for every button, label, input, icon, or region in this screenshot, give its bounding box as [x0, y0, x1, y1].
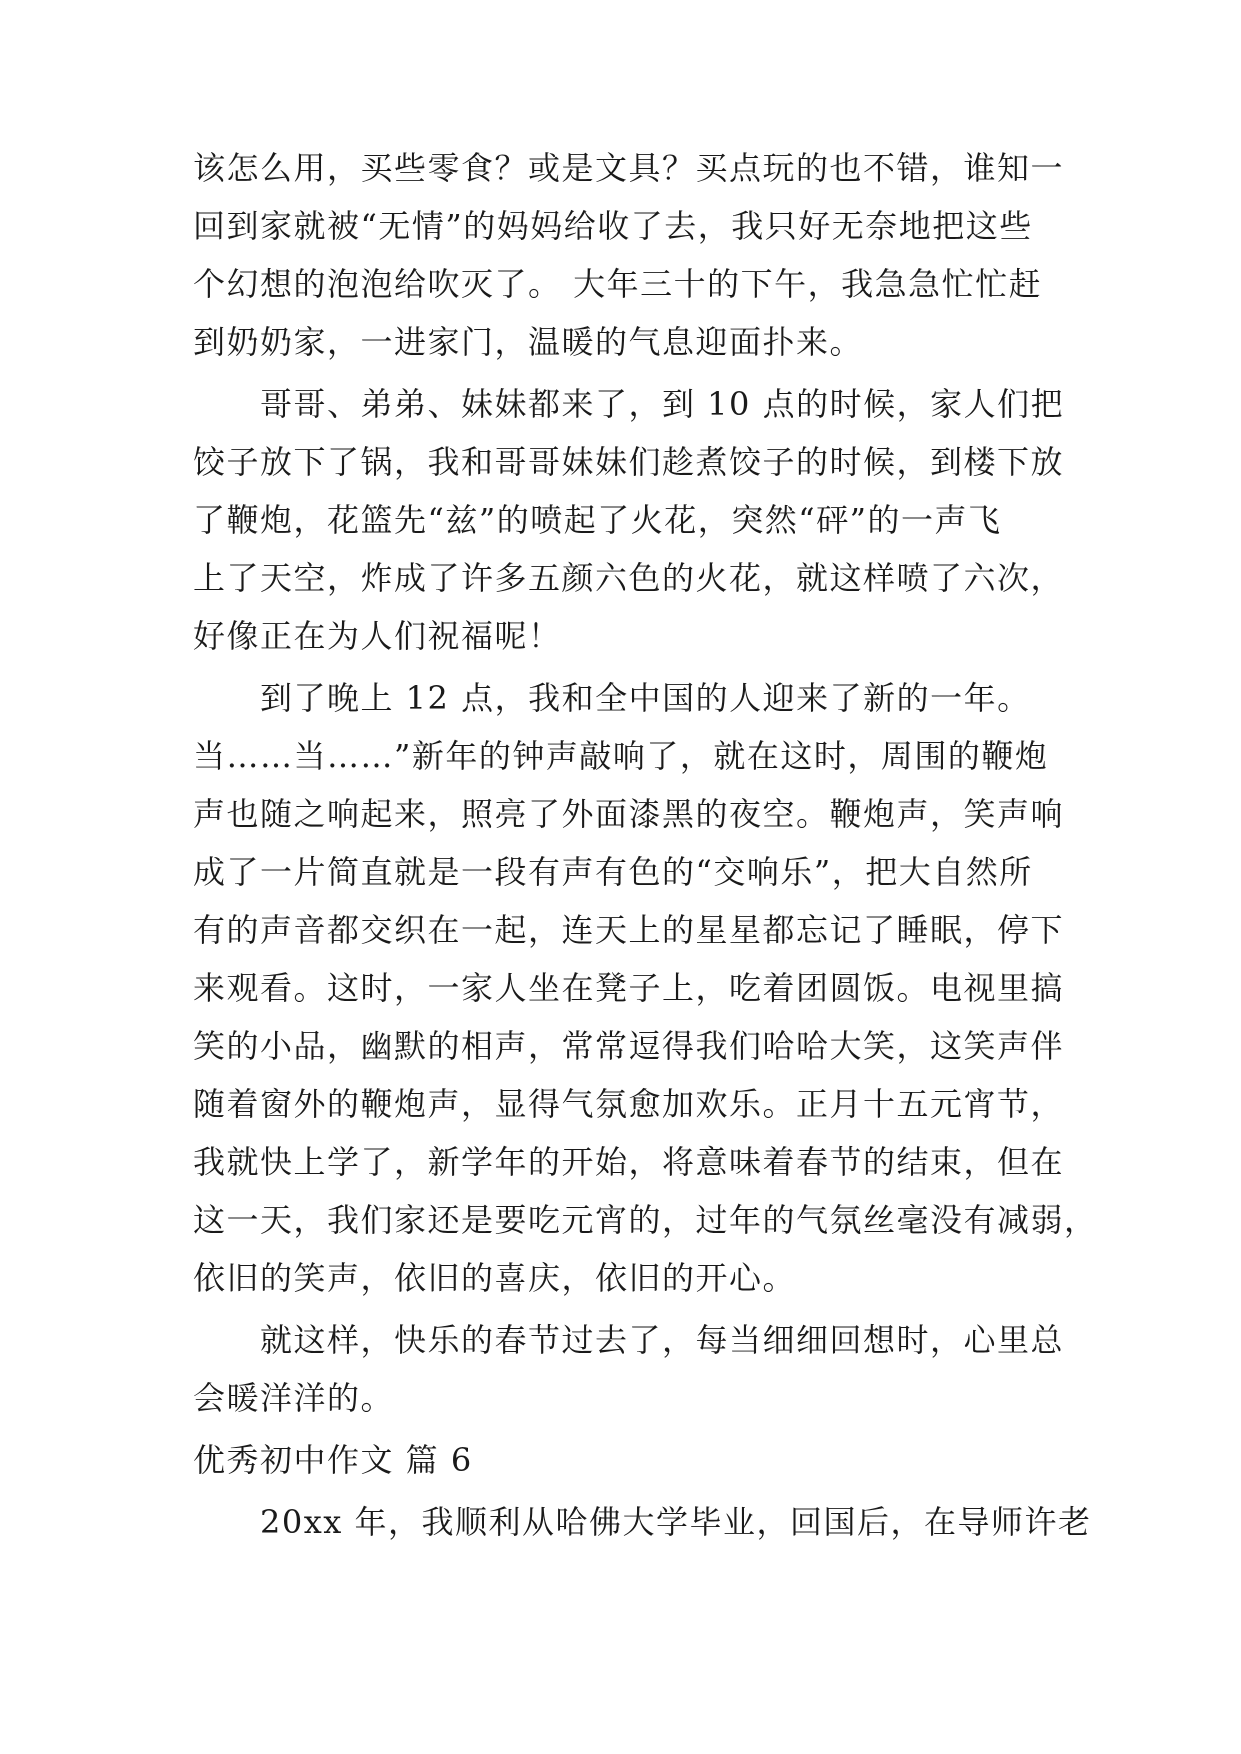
text-line: 当……当……”新年的钟声敲响了，就在这时，周围的鞭炮	[193, 737, 1049, 775]
section-heading: 优秀初中作文 篇 6	[193, 1441, 473, 1479]
text-line: 这一天，我们家还是要吃元宵的，过年的气氛丝毫没有减弱，	[193, 1201, 1098, 1239]
text-line: 来观看。这时，一家人坐在凳子上，吃着团圆饭。电视里搞	[193, 969, 1065, 1007]
text-line: 依旧的笑声，依旧的喜庆，依旧的开心。	[193, 1259, 797, 1297]
text-line: 回到家就被“无情”的妈妈给收了去，我只好无奈地把这些	[193, 207, 1033, 245]
paragraph-start-line: 20xx 年，我顺利从哈佛大学毕业，回国后，在导师许老	[193, 1503, 1092, 1541]
text-line: 个幻想的泡泡给吹灭了。 大年三十的下午，我急急忙忙赶	[193, 265, 1043, 303]
text-line: 到奶奶家，一进家门，温暖的气息迎面扑来。	[193, 323, 864, 361]
text-line: 好像正在为人们祝福呢！	[193, 617, 562, 655]
text-line: 该怎么用，买些零食？或是文具？买点玩的也不错，谁知一	[193, 149, 1065, 187]
text-line: 有的声音都交织在一起，连天上的星星都忘记了睡眠，停下	[193, 911, 1065, 949]
paragraph-start-line: 到了晚上 12 点，我和全中国的人迎来了新的一年。	[193, 679, 1031, 717]
text-line: 我就快上学了，新学年的开始，将意味着春节的结束，但在	[193, 1143, 1065, 1181]
text-line: 笑的小品，幽默的相声，常常逗得我们哈哈大笑，这笑声伴	[193, 1027, 1065, 1065]
text-line: 上了天空，炸成了许多五颜六色的火花，就这样喷了六次，	[193, 559, 1065, 597]
paragraph-start-line: 哥哥、弟弟、妹妹都来了，到 10 点的时候，家人们把	[193, 385, 1065, 423]
text-line: 随着窗外的鞭炮声，显得气氛愈加欢乐。正月十五元宵节，	[193, 1085, 1065, 1123]
text-line: 饺子放下了锅，我和哥哥妹妹们趁煮饺子的时候，到楼下放	[193, 443, 1065, 481]
text-line: 了鞭炮，花篮先“兹”的喷起了火花，突然“砰”的一声飞	[193, 501, 1002, 539]
paragraph-start-line: 就这样，快乐的春节过去了，每当细细回想时，心里总	[193, 1321, 1065, 1359]
text-line: 成了一片简直就是一段有声有色的“交响乐”，把大自然所	[193, 853, 1033, 891]
text-line: 会暖洋洋的。	[193, 1379, 395, 1417]
text-line: 声也随之响起来，照亮了外面漆黑的夜空。鞭炮声，笑声响	[193, 795, 1065, 833]
